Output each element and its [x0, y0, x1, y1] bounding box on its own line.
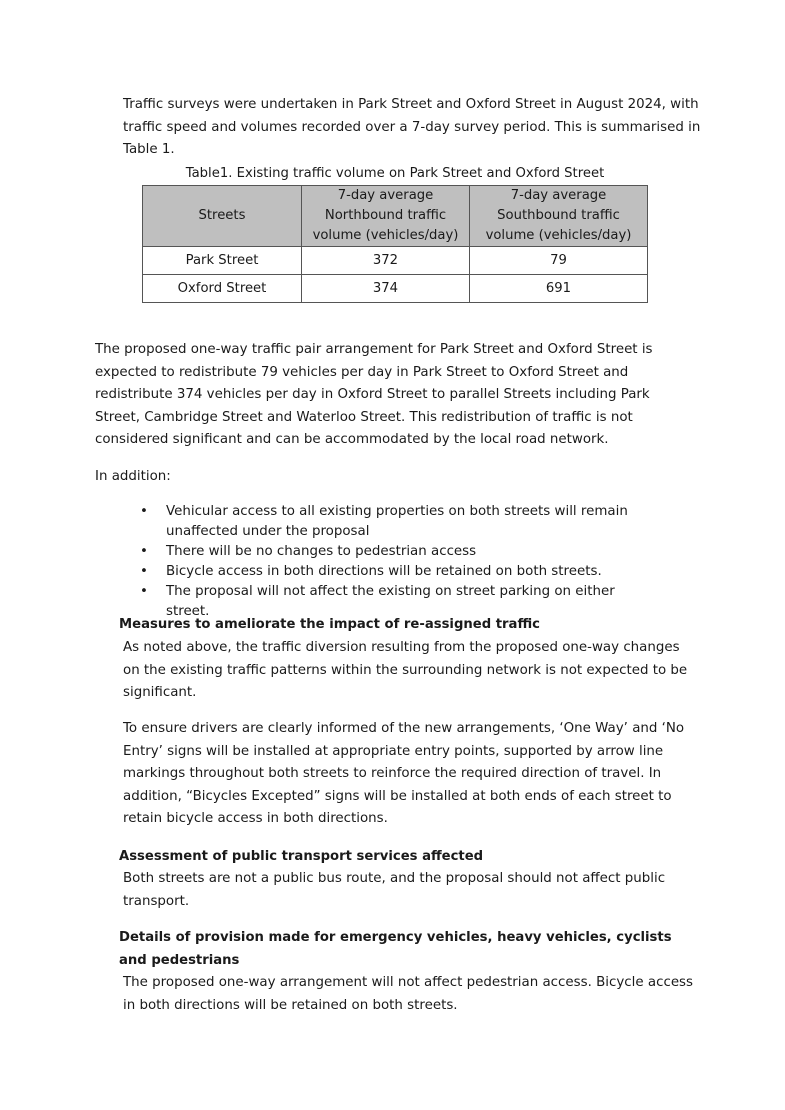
- section-heading-measures: Measures to ameliorate the impact of re-assigned traffic: [119, 617, 540, 632]
- list-item: [138, 562, 658, 582]
- intro-paragraph: Traffic surveys were undertaken in Park Street and Oxford Street in August 2024, with traffic speed and volumes recorded over a 7-day survey period. This is summarised in Table 1.: [123, 97, 701, 157]
- list-item: [138, 542, 658, 562]
- bullet-icon: •: [140, 544, 148, 559]
- bullet-list: [138, 502, 658, 622]
- list-item-text: There will be no changes to pedestrian access: [166, 544, 477, 559]
- list-item-text: Bicycle access in both directions will be retained on both streets.: [166, 564, 602, 579]
- table-header-row: [143, 186, 648, 247]
- table-row: [143, 275, 648, 303]
- list-item: [138, 502, 658, 542]
- cell-southbound: 79: [470, 247, 648, 275]
- header-southbound: 7-day average Southbound traffic volume (vehicles/day): [470, 186, 648, 247]
- list-item-text: The proposal will not affect the existing on street parking on either street.: [166, 584, 615, 619]
- section-heading-provisions: Details of provision made for emergency vehicles, heavy vehicles, cyclists and pedestrians: [119, 930, 672, 968]
- list-item-text: Vehicular access to all existing properties on both streets will remain unaffected under the proposal: [166, 504, 628, 539]
- bullet-icon: •: [140, 564, 148, 579]
- cell-northbound: 374: [302, 275, 470, 303]
- bullet-icon: •: [140, 584, 148, 599]
- section-heading-public-transport: Assessment of public transport services affected: [119, 849, 484, 864]
- table-caption: Table1. Existing traffic volume on Park Street and Oxford Street: [185, 166, 605, 181]
- cell-street: Park Street: [143, 247, 302, 275]
- public-transport-paragraph: Both streets are not a public bus route, and the proposal should not affect public transport.: [123, 871, 666, 909]
- cell-northbound: 372: [302, 247, 470, 275]
- header-streets: Streets: [143, 186, 302, 247]
- bullet-icon: •: [140, 504, 148, 519]
- cell-southbound: 691: [470, 275, 648, 303]
- measures-paragraph-2: To ensure drivers are clearly informed of the new arrangements, ‘One Way’ and ‘No Entry’ signs will be installed at appropriate entry points, supported by arrow line markings throughout both streets to reinforce the required direction of travel. In addition, “Bicycles Excepted” signs will be installed at both ends of each street to retain bicycle access in both directions.: [123, 721, 685, 826]
- cell-street: Oxford Street: [143, 275, 302, 303]
- table-row: [143, 247, 648, 275]
- provisions-paragraph: The proposed one-way arrangement will not affect pedestrian access. Bicycle access in both directions will be retained on both streets.: [123, 975, 694, 1013]
- measures-paragraph-1: As noted above, the traffic diversion resulting from the proposed one-way changes on the existing traffic patterns within the surrounding network is not expected to be significant.: [123, 640, 688, 700]
- traffic-volume-table: [142, 185, 648, 303]
- redistribution-paragraph: The proposed one-way traffic pair arrangement for Park Street and Oxford Street is expected to redistribute 79 vehicles per day in Park Street to Oxford Street and redistribute 374 vehicles per day in Oxford Street to parallel Streets including Park Street, Cambridge Street and Waterloo Street. This redistribution of traffic is not considered significant and can be accommodated by the local road network.: [95, 342, 653, 447]
- header-northbound: 7-day average Northbound traffic volume (vehicles/day): [302, 186, 470, 247]
- in-addition-label: In addition:: [95, 469, 171, 484]
